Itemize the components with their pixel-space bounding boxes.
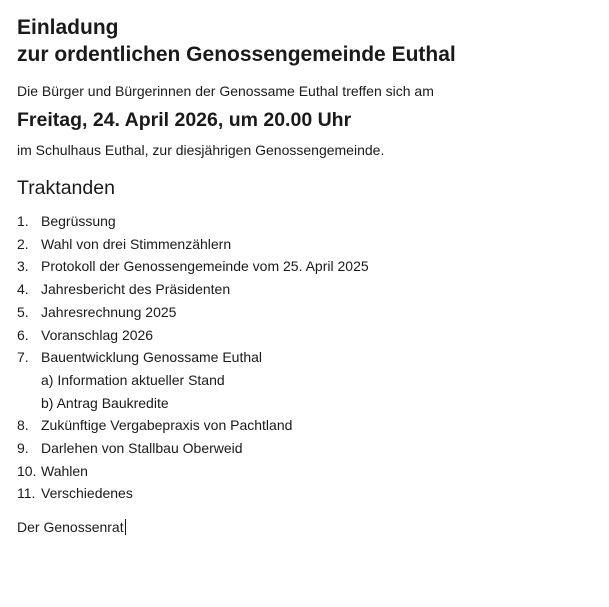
agenda-item xyxy=(17,414,597,437)
document-body xyxy=(17,14,597,537)
agenda-subitem-text: a) Information aktueller Stand xyxy=(41,371,225,388)
title-line-1: Einladung xyxy=(17,16,119,39)
agenda-item-text: Darlehen von Stallbau Oberweid xyxy=(41,440,243,457)
agenda-item-number: 8. xyxy=(17,417,29,434)
agenda-item xyxy=(17,460,597,483)
agenda-item xyxy=(17,278,597,301)
agenda-item xyxy=(17,233,597,256)
agenda-item-number: 4. xyxy=(17,281,29,298)
meeting-place: im Schulhaus Euthal, zur diesjährigen Genossengemeinde. xyxy=(17,142,385,158)
agenda-item-text: Jahresrechnung 2025 xyxy=(41,303,177,320)
document-title xyxy=(17,14,597,68)
agenda-item-number: 3. xyxy=(17,258,29,275)
agenda-item xyxy=(17,301,597,324)
agenda-list xyxy=(17,210,597,505)
agenda-item-text: Jahresbericht des Präsidenten xyxy=(41,281,231,298)
agenda-item-text: Voranschlag 2026 xyxy=(41,326,154,343)
agenda-item-number: 9. xyxy=(17,440,29,457)
agenda-item-number: 7. xyxy=(17,349,29,366)
agenda-item-number: 6. xyxy=(17,326,29,343)
agenda-item-number: 1. xyxy=(17,213,29,229)
agenda-item xyxy=(17,210,597,233)
agenda-item-number: 2. xyxy=(17,235,29,252)
agenda-item xyxy=(17,482,597,505)
agenda-item-number: 11. xyxy=(17,485,36,502)
agenda-item-number: 5. xyxy=(17,303,29,320)
intro-text: Die Bürger und Bürgerinnen der Genossame Euthal treffen sich am xyxy=(17,83,434,99)
title-line-2: zur ordentlichen Genossengemeinde Euthal xyxy=(17,43,456,66)
agenda-item xyxy=(17,346,597,369)
agenda-item xyxy=(17,437,597,460)
agenda-subitem-text: b) Antrag Baukredite xyxy=(41,394,169,411)
agenda-item-text: Protokoll der Genossengemeinde vom 25. April 2025 xyxy=(41,258,369,275)
agenda-subitem xyxy=(17,392,597,415)
agenda-item-text: Zukünftige Vergabepraxis von Pachtland xyxy=(41,417,293,434)
agenda-item-text: Wahl von drei Stimmenzählern xyxy=(41,235,232,252)
agenda-item-text: Bauentwicklung Genossame Euthal xyxy=(41,349,263,366)
agenda-item-text: Wahlen xyxy=(41,462,88,479)
agenda-item xyxy=(17,255,597,278)
agenda-item-text: Verschiedenes xyxy=(41,485,133,502)
agenda-item-number: 10. xyxy=(17,462,37,479)
agenda-heading: Traktanden xyxy=(17,177,115,199)
text-cursor xyxy=(125,519,126,535)
agenda-item xyxy=(17,324,597,347)
meeting-date: Freitag, 24. April 2026, um 20.00 Uhr xyxy=(17,109,352,131)
agenda-subitem xyxy=(17,369,597,392)
agenda-item-text: Begrüssung xyxy=(41,213,116,229)
signature-line[interactable] xyxy=(17,517,597,537)
signature-text: Der Genossenrat xyxy=(17,519,124,536)
